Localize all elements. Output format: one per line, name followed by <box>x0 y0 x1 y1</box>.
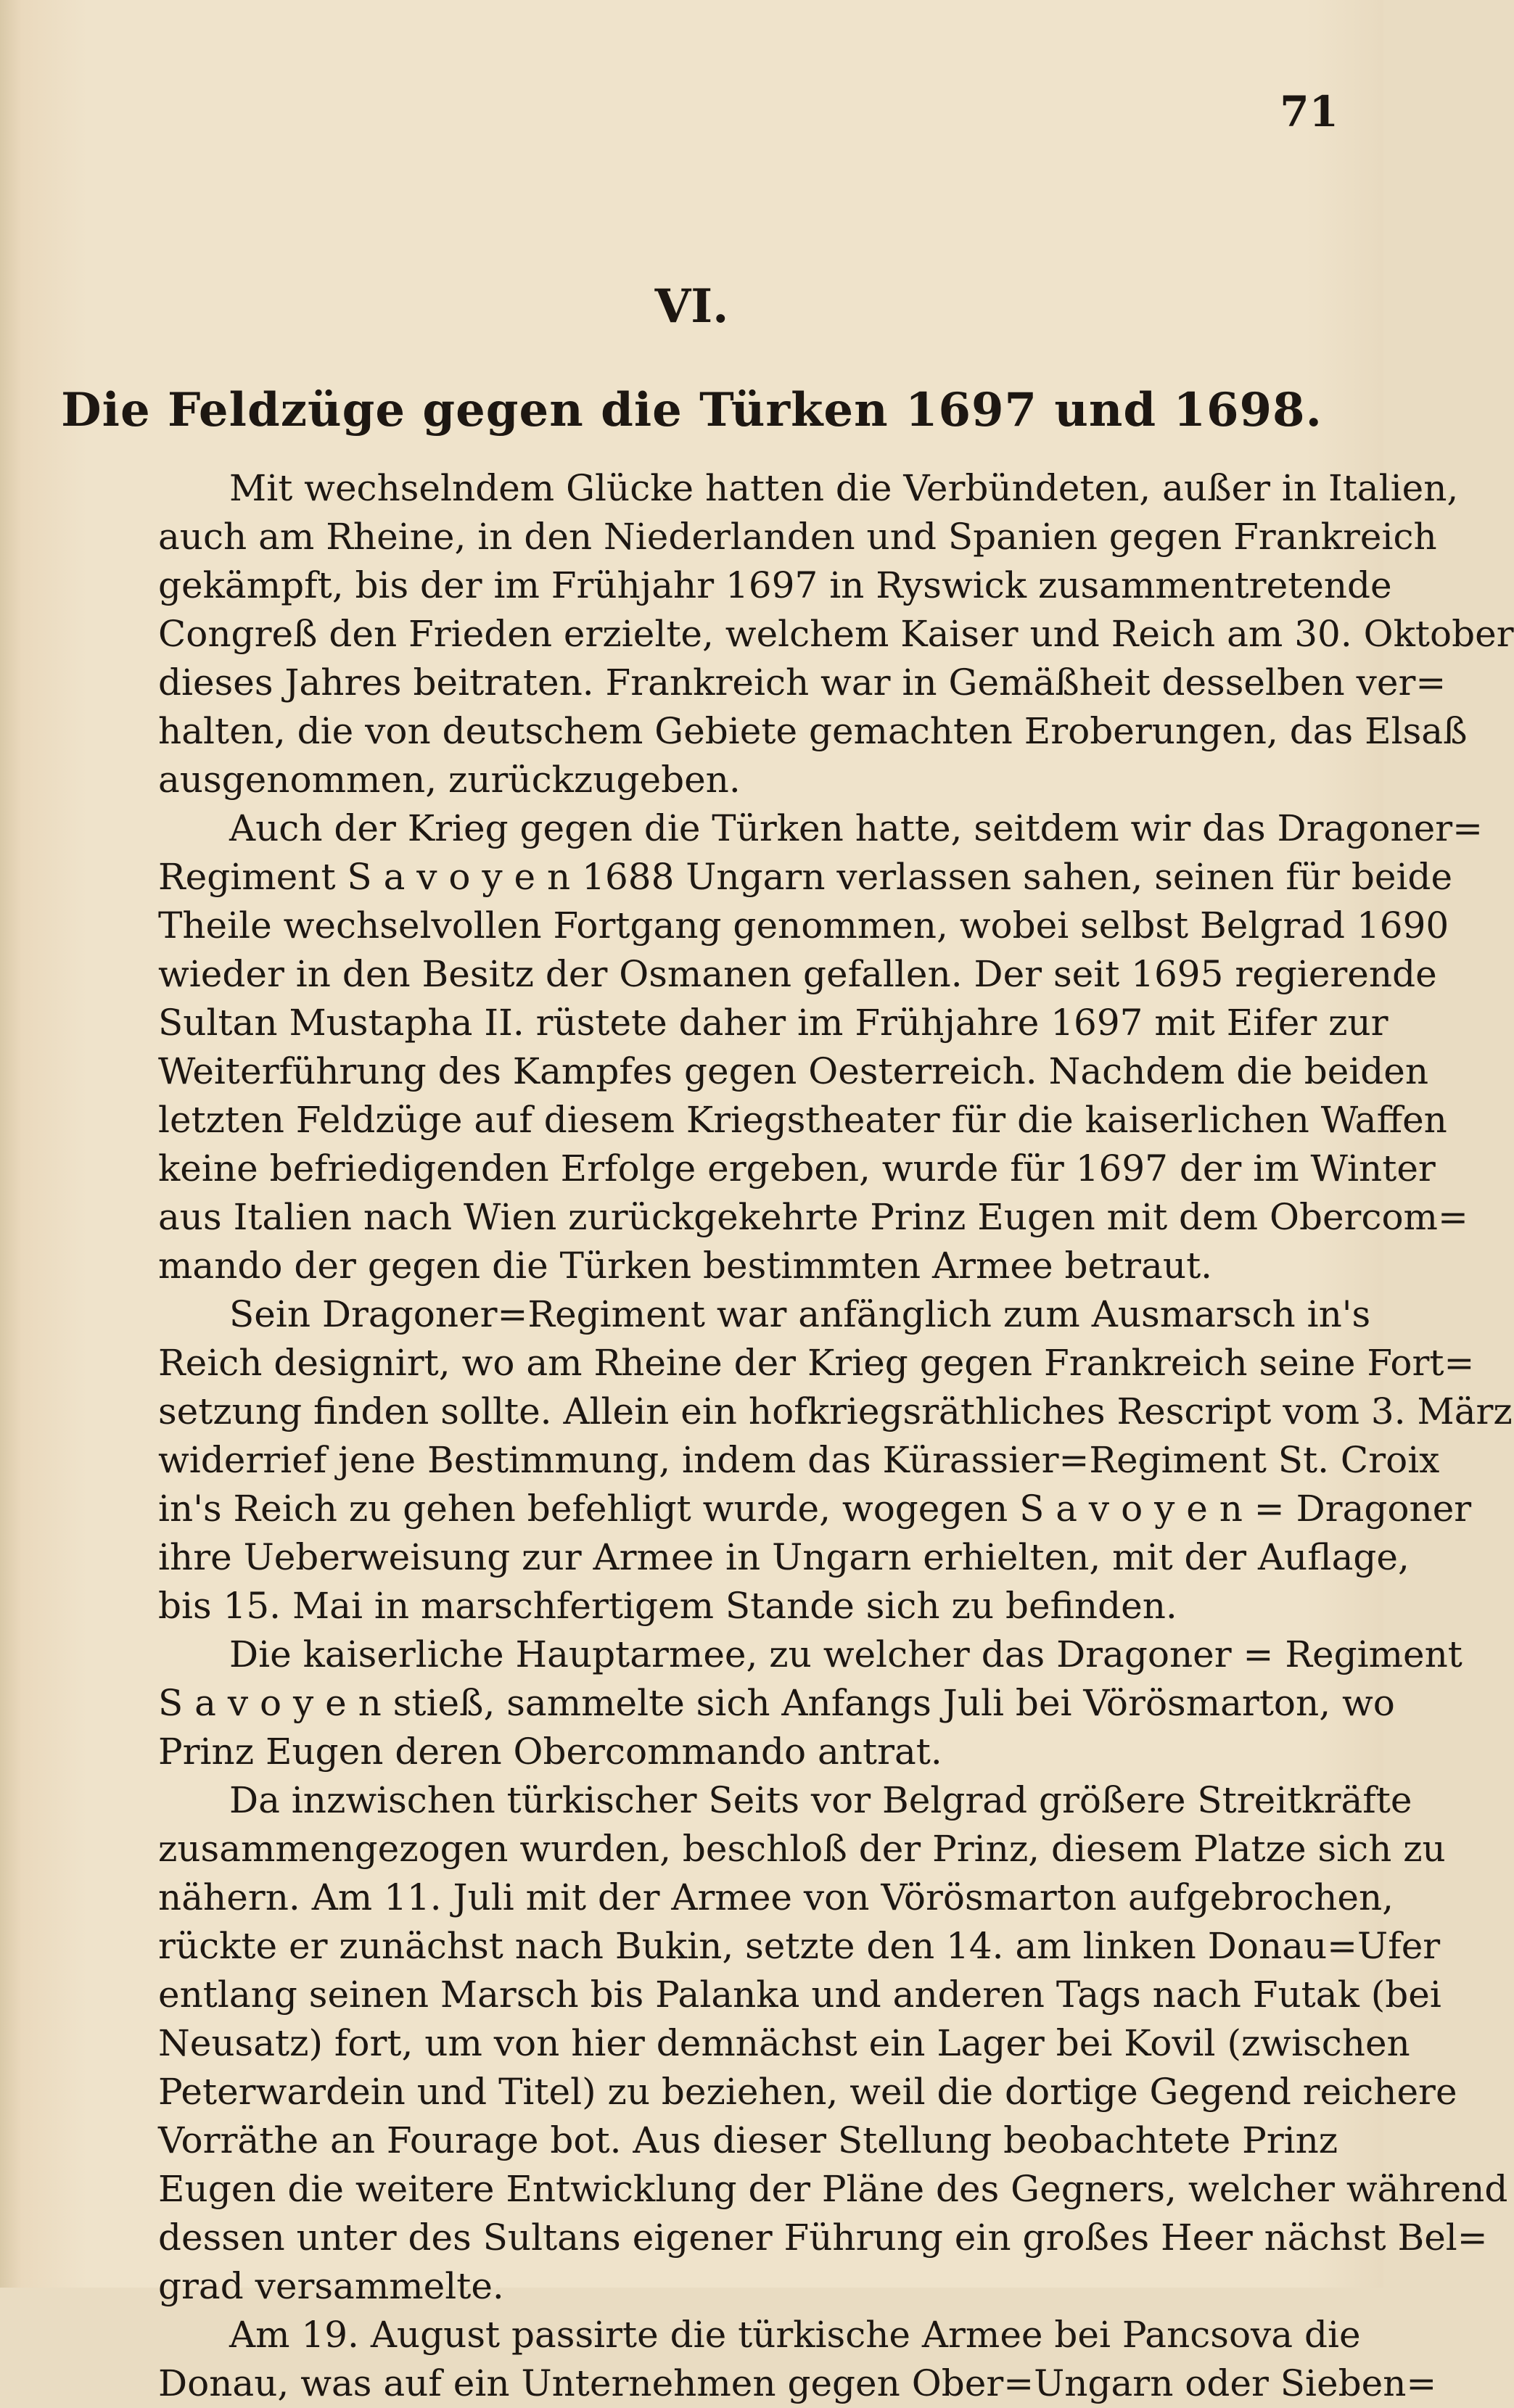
text-line: Am 19. August passirte die türkische Armee bei Pancsova die <box>229 2314 1361 2356</box>
text-line: letzten Feldzüge auf diesem Kriegstheater für die kaiserlichen Waffen <box>158 1099 1447 1141</box>
text-line: Sultan Mustapha II. rüstete daher im Frühjahre 1697 mit Eifer zur <box>158 1002 1388 1044</box>
text-line: Neusatz) fort, um von hier demnächst ein Lager bei Kovil (zwischen <box>158 2022 1410 2064</box>
text-line: halten, die von deutschem Gebiete gemachten Eroberungen, das Elsaß <box>158 710 1468 752</box>
text-line: auch am Rheine, in den Niederlanden und Spanien gegen Frankreich <box>158 516 1437 558</box>
text-line: Auch der Krieg gegen die Türken hatte, seitdem wir das Dragoner= <box>229 807 1484 849</box>
text-line: Reich designirt, wo am Rheine der Krieg gegen Frankreich seine Fort= <box>158 1342 1475 1384</box>
text-line: Vorräthe an Fourage bot. Aus dieser Stellung beobachtete Prinz <box>158 2119 1338 2161</box>
body-text <box>158 464 1514 2408</box>
paragraph-6 <box>158 2311 1437 2408</box>
paragraph-4 <box>158 1630 1462 1776</box>
text-line: Sein Dragoner=Regiment war anfänglich zum Ausmarsch in's <box>229 1293 1371 1335</box>
text-line: grad versammelte. <box>158 2265 504 2307</box>
text-line: Congreß den Frieden erzielte, welchem Kaiser und Reich am 30. Oktober <box>158 613 1514 655</box>
text-line: rückte er zunächst nach Bukin, setzte den 14. am linken Donau=Ufer <box>158 1925 1441 1967</box>
text-line: S a v o y e n stieß, sammelte sich Anfangs Juli bei Vörösmarton, wo <box>158 1682 1395 1724</box>
text-line: Eugen die weitere Entwicklung der Pläne des Gegners, welcher während <box>158 2168 1508 2210</box>
page-number: 71 <box>1280 87 1338 136</box>
text-line: setzung finden sollte. Allein ein hofkriegsräthliches Rescript vom 3. März <box>158 1390 1513 1432</box>
chapter-numeral: VI. <box>654 279 729 334</box>
paragraph-1 <box>158 464 1514 804</box>
paragraph-3 <box>158 1290 1513 1630</box>
text-line: ausgenommen, zurückzugeben. <box>158 759 741 801</box>
text-line: mando der gegen die Türken bestimmten Armee betraut. <box>158 1245 1213 1287</box>
text-line: Weiterführung des Kampfes gegen Oesterreich. Nachdem die beiden <box>158 1050 1429 1092</box>
text-line: Die kaiserliche Hauptarmee, zu welcher das Dragoner = Regiment <box>229 1633 1462 1675</box>
text-line: dessen unter des Sultans eigener Führung ein großes Heer nächst Bel= <box>158 2217 1488 2259</box>
text-line: Donau, was auf ein Unternehmen gegen Ober=Ungarn oder Sieben= <box>158 2362 1437 2404</box>
text-line: Peterwardein und Titel) zu beziehen, weil die dortige Gegend reichere <box>158 2071 1457 2113</box>
paragraph-2 <box>158 804 1484 1290</box>
text-line: Theile wechselvollen Fortgang genommen, wobei selbst Belgrad 1690 <box>158 904 1449 947</box>
text-line: widerrief jene Bestimmung, indem das Kürassier=Regiment St. Croix <box>158 1439 1440 1481</box>
text-line: ihre Ueberweisung zur Armee in Ungarn erhielten, mit der Auflage, <box>158 1536 1410 1578</box>
text-line: Regiment S a v o y e n 1688 Ungarn verlassen sahen, seinen für beide <box>158 856 1453 898</box>
text-line: bis 15. Mai in marschfertigem Stande sich zu befinden. <box>158 1585 1177 1627</box>
text-line: Prinz Eugen deren Obercommando antrat. <box>158 1731 942 1773</box>
text-line: Mit wechselndem Glücke hatten die Verbündeten, außer in Italien, <box>229 467 1459 509</box>
text-line: wieder in den Besitz der Osmanen gefallen. Der seit 1695 regierende <box>158 953 1437 995</box>
paragraph-5 <box>158 1776 1508 2311</box>
chapter-title: Die Feldzüge gegen die Türken 1697 und 1698. <box>61 383 1322 437</box>
text-line: gekämpft, bis der im Frühjahr 1697 in Ryswick zusammentretende <box>158 564 1392 606</box>
text-line: keine befriedigenden Erfolge ergeben, wurde für 1697 der im Winter <box>158 1147 1436 1189</box>
text-line: entlang seinen Marsch bis Palanka und anderen Tags nach Futak (bei <box>158 1974 1441 2016</box>
text-line: in's Reich zu gehen befehligt wurde, wogegen S a v o y e n = Dragoner <box>158 1488 1472 1530</box>
text-line: Da inzwischen türkischer Seits vor Belgrad größere Streitkräfte <box>229 1779 1412 1821</box>
text-line: dieses Jahres beitraten. Frankreich war in Gemäßheit desselben ver= <box>158 661 1447 704</box>
text-line: nähern. Am 11. Juli mit der Armee von Vörösmarton aufgebrochen, <box>158 1876 1394 1918</box>
text-line: zusammengezogen wurden, beschloß der Prinz, diesem Platze sich zu <box>158 1828 1446 1870</box>
text-line: aus Italien nach Wien zurückgekehrte Prinz Eugen mit dem Obercom= <box>158 1196 1468 1238</box>
